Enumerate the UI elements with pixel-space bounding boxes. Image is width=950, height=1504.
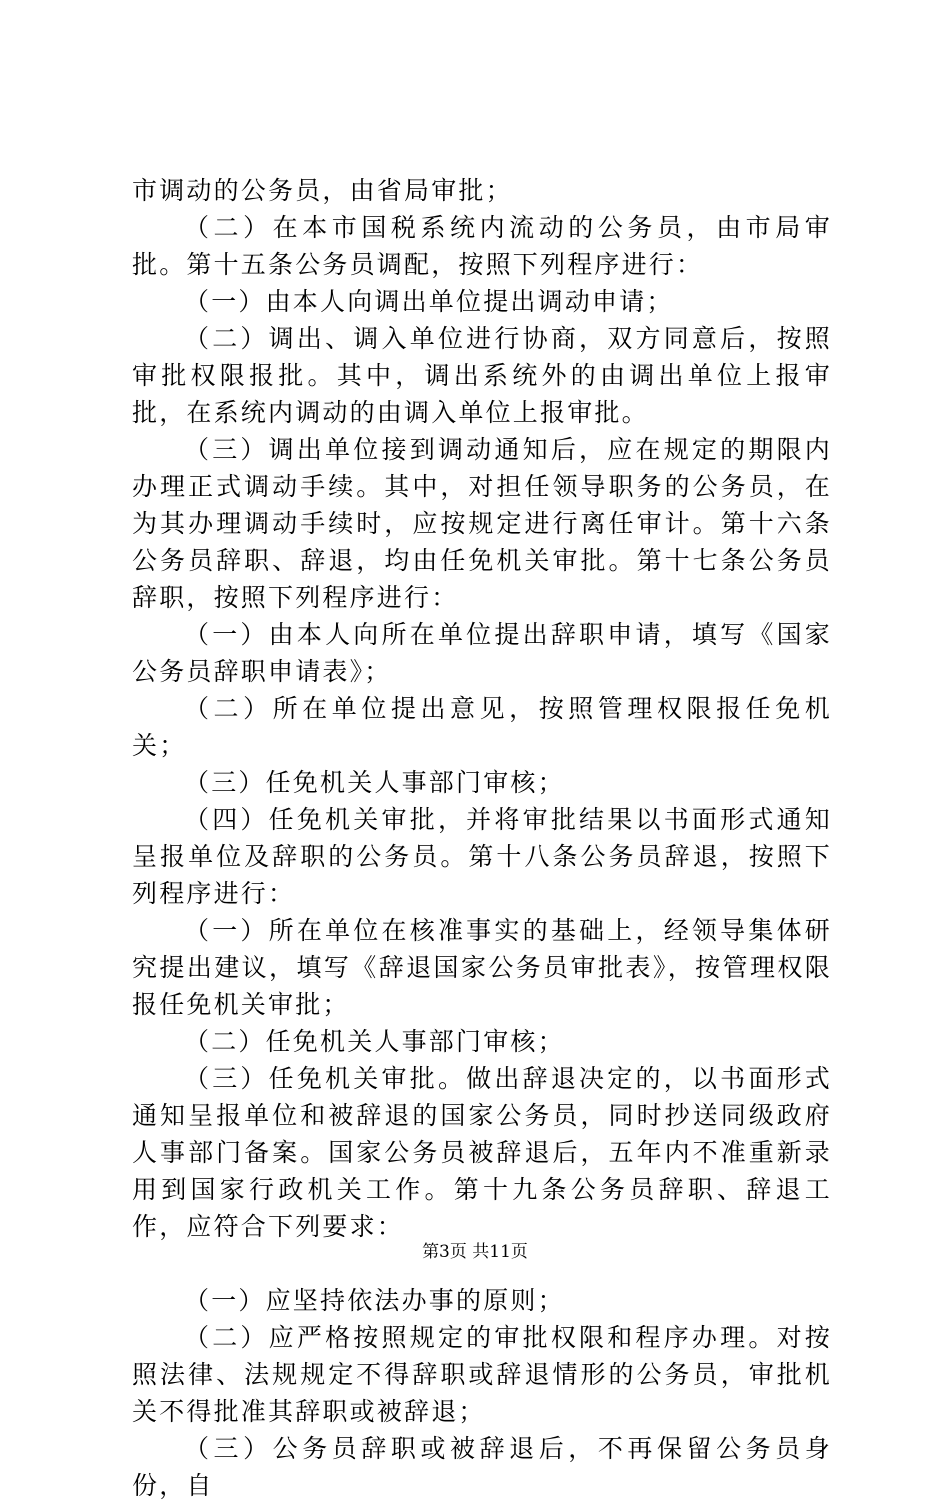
paragraph-7: （二）所在单位提出意见，按照管理权限报任免机关； bbox=[132, 694, 832, 760]
paragraph-5: （三）调出单位接到调动通知后，应在规定的期限内办理正式调动手续。其中，对担任领导职务的公务员，在为其办理调动手续时，应按规定进行离任审计。第十六条公务员辞职、辞退，均由任免机关审批。第十七条公务员辞职，按照下列程序进行： bbox=[132, 435, 832, 612]
page-number-label: 第3页 共11页 bbox=[422, 1242, 528, 1262]
paragraph-12: （三）任免机关审批。做出辞退决定的，以书面形式通知呈报单位和被辞退的国家公务员，同时抄送同级政府人事部门备案。国家公务员被辞退后，五年内不准重新录用到国家行政机关工作。第十九条公务员辞职、辞退工作，应符合下列要求： bbox=[132, 1064, 832, 1241]
paragraph-6: （一）由本人向所在单位提出辞职申请，填写《国家公务员辞职申请表》； bbox=[132, 620, 832, 686]
paragraph-3: （一）由本人向调出单位提出调动申请； bbox=[184, 287, 674, 316]
paragraph-8: （三）任免机关人事部门审核； bbox=[184, 768, 565, 797]
paragraph-11: （二）任免机关人事部门审核； bbox=[184, 1027, 565, 1056]
paragraph-10: （一）所在单位在核准事实的基础上，经领导集体研究提出建议，填写《辞退国家公务员审批表》，按管理权限报任免机关审批； bbox=[132, 916, 832, 1019]
paragraph-13: （一）应坚持依法办事的原则； bbox=[184, 1286, 565, 1315]
paragraph-9: （四）任免机关审批，并将审批结果以书面形式通知呈报单位及辞职的公务员。第十八条公务员辞退，按照下列程序进行： bbox=[132, 805, 832, 908]
document-body bbox=[132, 172, 832, 1504]
paragraph-2: （二）在本市国税系统内流动的公务员，由市局审批。第十五条公务员调配，按照下列程序进行： bbox=[132, 213, 832, 279]
paragraph-1: 市调动的公务员，由省局审批； bbox=[132, 176, 513, 205]
paragraph-4: （二）调出、调入单位进行协商，双方同意后，按照审批权限报批。其中，调出系统外的由调出单位上报审批，在系统内调动的由调入单位上报审批。 bbox=[132, 324, 832, 427]
paragraph-14: （二）应严格按照规定的审批权限和程序办理。对按照法律、法规规定不得辞职或辞退情形的公务员，审批机关不得批准其辞职或被辞退； bbox=[132, 1323, 832, 1426]
page-footer bbox=[0, 1241, 950, 1263]
paragraph-15: （三）公务员辞职或被辞退后，不再保留公务员身份，自 bbox=[132, 1434, 832, 1500]
